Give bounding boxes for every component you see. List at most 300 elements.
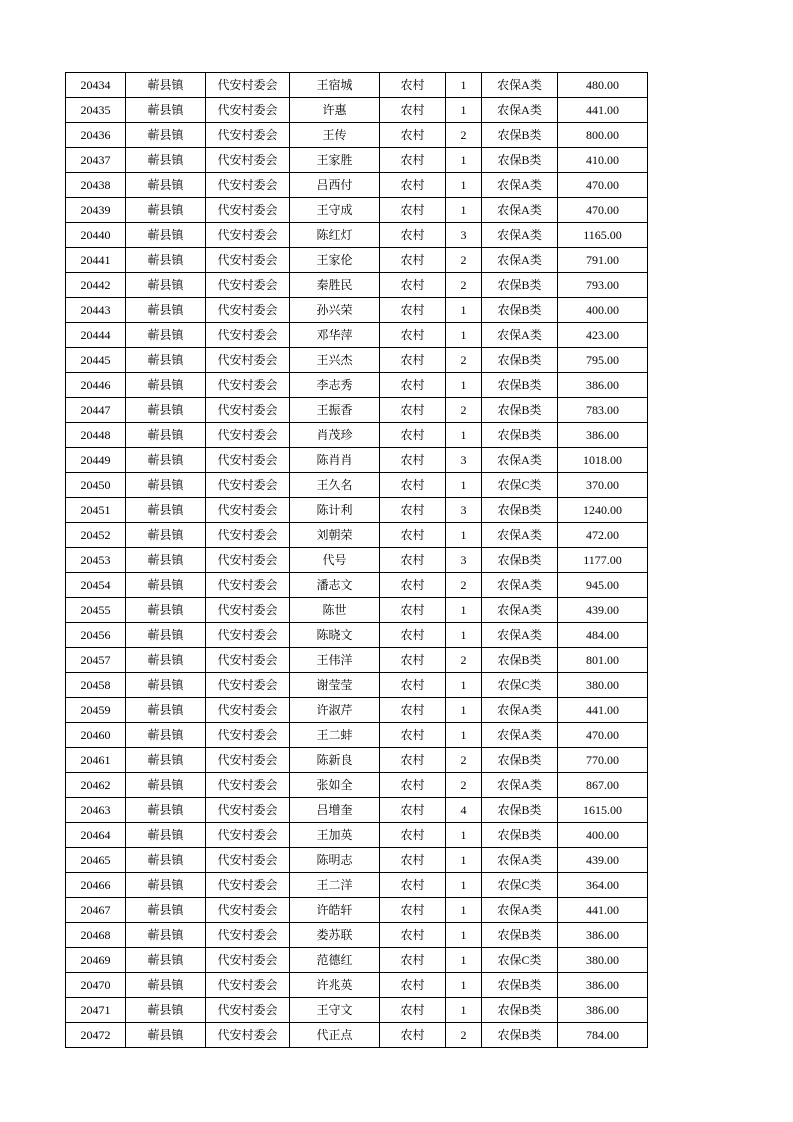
table-row xyxy=(66,648,648,673)
cell-person-name: 刘朝荣 xyxy=(290,523,380,548)
table-row xyxy=(66,773,648,798)
cell-insurance-category: 农保B类 xyxy=(482,973,558,998)
cell-person-name: 王家伦 xyxy=(290,248,380,273)
cell-amount: 1018.00 xyxy=(558,448,648,473)
cell-town: 蕲县镇 xyxy=(126,748,206,773)
cell-record-id: 20445 xyxy=(66,348,126,373)
cell-person-name: 许兆英 xyxy=(290,973,380,998)
cell-record-id: 20452 xyxy=(66,523,126,548)
cell-record-id: 20457 xyxy=(66,648,126,673)
cell-person-name: 孙兴荣 xyxy=(290,298,380,323)
cell-village-committee: 代安村委会 xyxy=(206,648,290,673)
cell-household-type: 农村 xyxy=(380,198,446,223)
cell-person-count: 1 xyxy=(446,923,482,948)
cell-household-type: 农村 xyxy=(380,173,446,198)
cell-amount: 793.00 xyxy=(558,273,648,298)
table-row xyxy=(66,698,648,723)
table-row xyxy=(66,348,648,373)
cell-record-id: 20448 xyxy=(66,423,126,448)
cell-record-id: 20467 xyxy=(66,898,126,923)
cell-person-count: 1 xyxy=(446,973,482,998)
cell-person-name: 潘志文 xyxy=(290,573,380,598)
cell-person-name: 陈新良 xyxy=(290,748,380,773)
cell-town: 蕲县镇 xyxy=(126,648,206,673)
cell-record-id: 20441 xyxy=(66,248,126,273)
cell-person-name: 许惠 xyxy=(290,98,380,123)
table-row xyxy=(66,473,648,498)
cell-insurance-category: 农保A类 xyxy=(482,898,558,923)
cell-town: 蕲县镇 xyxy=(126,323,206,348)
cell-amount: 380.00 xyxy=(558,948,648,973)
cell-village-committee: 代安村委会 xyxy=(206,98,290,123)
cell-household-type: 农村 xyxy=(380,773,446,798)
cell-town: 蕲县镇 xyxy=(126,823,206,848)
cell-person-count: 1 xyxy=(446,673,482,698)
cell-insurance-category: 农保A类 xyxy=(482,448,558,473)
cell-household-type: 农村 xyxy=(380,998,446,1023)
cell-insurance-category: 农保A类 xyxy=(482,698,558,723)
table-row xyxy=(66,898,648,923)
cell-household-type: 农村 xyxy=(380,623,446,648)
cell-insurance-category: 农保A类 xyxy=(482,623,558,648)
cell-village-committee: 代安村委会 xyxy=(206,548,290,573)
cell-village-committee: 代安村委会 xyxy=(206,973,290,998)
cell-person-count: 1 xyxy=(446,323,482,348)
table-row xyxy=(66,973,648,998)
cell-person-name: 陈红灯 xyxy=(290,223,380,248)
table-row xyxy=(66,373,648,398)
cell-amount: 386.00 xyxy=(558,373,648,398)
table-row xyxy=(66,98,648,123)
cell-amount: 801.00 xyxy=(558,648,648,673)
table-body xyxy=(66,73,648,1048)
cell-person-count: 3 xyxy=(446,448,482,473)
cell-town: 蕲县镇 xyxy=(126,848,206,873)
cell-amount: 370.00 xyxy=(558,473,648,498)
cell-household-type: 农村 xyxy=(380,548,446,573)
table-row xyxy=(66,948,648,973)
cell-town: 蕲县镇 xyxy=(126,423,206,448)
cell-person-count: 2 xyxy=(446,773,482,798)
cell-insurance-category: 农保A类 xyxy=(482,98,558,123)
cell-person-count: 1 xyxy=(446,148,482,173)
cell-person-name: 肖茂珍 xyxy=(290,423,380,448)
cell-amount: 400.00 xyxy=(558,823,648,848)
cell-record-id: 20463 xyxy=(66,798,126,823)
cell-insurance-category: 农保A类 xyxy=(482,248,558,273)
cell-household-type: 农村 xyxy=(380,823,446,848)
cell-town: 蕲县镇 xyxy=(126,273,206,298)
cell-household-type: 农村 xyxy=(380,223,446,248)
cell-village-committee: 代安村委会 xyxy=(206,573,290,598)
cell-town: 蕲县镇 xyxy=(126,498,206,523)
cell-amount: 441.00 xyxy=(558,98,648,123)
table-row xyxy=(66,623,648,648)
cell-household-type: 农村 xyxy=(380,398,446,423)
cell-record-id: 20449 xyxy=(66,448,126,473)
cell-town: 蕲县镇 xyxy=(126,1023,206,1048)
cell-household-type: 农村 xyxy=(380,273,446,298)
cell-person-name: 范德红 xyxy=(290,948,380,973)
cell-record-id: 20459 xyxy=(66,698,126,723)
cell-person-count: 1 xyxy=(446,848,482,873)
cell-insurance-category: 农保B类 xyxy=(482,498,558,523)
cell-household-type: 农村 xyxy=(380,573,446,598)
cell-household-type: 农村 xyxy=(380,748,446,773)
cell-town: 蕲县镇 xyxy=(126,123,206,148)
table-row xyxy=(66,223,648,248)
cell-person-count: 1 xyxy=(446,898,482,923)
cell-town: 蕲县镇 xyxy=(126,248,206,273)
cell-person-name: 代正点 xyxy=(290,1023,380,1048)
cell-insurance-category: 农保B类 xyxy=(482,348,558,373)
cell-insurance-category: 农保B类 xyxy=(482,748,558,773)
table-row xyxy=(66,323,648,348)
cell-person-name: 秦胜民 xyxy=(290,273,380,298)
cell-record-id: 20468 xyxy=(66,923,126,948)
cell-amount: 441.00 xyxy=(558,698,648,723)
cell-amount: 386.00 xyxy=(558,973,648,998)
cell-village-committee: 代安村委会 xyxy=(206,673,290,698)
table-row xyxy=(66,173,648,198)
cell-household-type: 农村 xyxy=(380,1023,446,1048)
cell-record-id: 20440 xyxy=(66,223,126,248)
cell-person-count: 1 xyxy=(446,298,482,323)
cell-village-committee: 代安村委会 xyxy=(206,798,290,823)
cell-record-id: 20453 xyxy=(66,548,126,573)
cell-insurance-category: 农保B类 xyxy=(482,648,558,673)
cell-person-name: 王宿城 xyxy=(290,73,380,98)
cell-amount: 400.00 xyxy=(558,298,648,323)
table-row xyxy=(66,148,648,173)
cell-record-id: 20456 xyxy=(66,623,126,648)
cell-household-type: 农村 xyxy=(380,523,446,548)
cell-village-committee: 代安村委会 xyxy=(206,323,290,348)
cell-village-committee: 代安村委会 xyxy=(206,73,290,98)
cell-insurance-category: 农保B类 xyxy=(482,148,558,173)
cell-town: 蕲县镇 xyxy=(126,448,206,473)
table-row xyxy=(66,723,648,748)
cell-person-count: 4 xyxy=(446,798,482,823)
cell-person-name: 王二洋 xyxy=(290,873,380,898)
cell-household-type: 农村 xyxy=(380,848,446,873)
cell-insurance-category: 农保B类 xyxy=(482,823,558,848)
cell-household-type: 农村 xyxy=(380,148,446,173)
cell-household-type: 农村 xyxy=(380,948,446,973)
cell-person-name: 王二蚌 xyxy=(290,723,380,748)
cell-person-name: 陈肖肖 xyxy=(290,448,380,473)
cell-household-type: 农村 xyxy=(380,298,446,323)
cell-insurance-category: 农保B类 xyxy=(482,373,558,398)
cell-person-count: 2 xyxy=(446,248,482,273)
cell-village-committee: 代安村委会 xyxy=(206,448,290,473)
cell-person-name: 陈计利 xyxy=(290,498,380,523)
cell-insurance-category: 农保C类 xyxy=(482,673,558,698)
cell-record-id: 20469 xyxy=(66,948,126,973)
cell-amount: 484.00 xyxy=(558,623,648,648)
cell-person-count: 1 xyxy=(446,873,482,898)
cell-person-name: 吕增奎 xyxy=(290,798,380,823)
cell-village-committee: 代安村委会 xyxy=(206,623,290,648)
cell-village-committee: 代安村委会 xyxy=(206,273,290,298)
table-row xyxy=(66,673,648,698)
cell-record-id: 20458 xyxy=(66,673,126,698)
cell-household-type: 农村 xyxy=(380,798,446,823)
cell-village-committee: 代安村委会 xyxy=(206,998,290,1023)
cell-insurance-category: 农保A类 xyxy=(482,198,558,223)
cell-household-type: 农村 xyxy=(380,348,446,373)
cell-household-type: 农村 xyxy=(380,423,446,448)
cell-person-count: 3 xyxy=(446,223,482,248)
cell-village-committee: 代安村委会 xyxy=(206,423,290,448)
cell-village-committee: 代安村委会 xyxy=(206,848,290,873)
cell-village-committee: 代安村委会 xyxy=(206,298,290,323)
cell-insurance-category: 农保A类 xyxy=(482,723,558,748)
cell-household-type: 农村 xyxy=(380,248,446,273)
cell-person-count: 1 xyxy=(446,423,482,448)
cell-household-type: 农村 xyxy=(380,923,446,948)
cell-village-committee: 代安村委会 xyxy=(206,948,290,973)
cell-person-count: 1 xyxy=(446,523,482,548)
cell-household-type: 农村 xyxy=(380,973,446,998)
cell-insurance-category: 农保B类 xyxy=(482,398,558,423)
cell-record-id: 20465 xyxy=(66,848,126,873)
cell-person-name: 王家胜 xyxy=(290,148,380,173)
cell-person-count: 2 xyxy=(446,398,482,423)
cell-insurance-category: 农保B类 xyxy=(482,998,558,1023)
cell-village-committee: 代安村委会 xyxy=(206,148,290,173)
cell-amount: 441.00 xyxy=(558,898,648,923)
cell-record-id: 20450 xyxy=(66,473,126,498)
cell-insurance-category: 农保C类 xyxy=(482,873,558,898)
cell-person-name: 陈明志 xyxy=(290,848,380,873)
cell-amount: 472.00 xyxy=(558,523,648,548)
cell-amount: 386.00 xyxy=(558,923,648,948)
table-row xyxy=(66,273,648,298)
cell-person-name: 王传 xyxy=(290,123,380,148)
cell-person-name: 谢莹莹 xyxy=(290,673,380,698)
cell-person-name: 许皓轩 xyxy=(290,898,380,923)
cell-household-type: 农村 xyxy=(380,898,446,923)
cell-record-id: 20435 xyxy=(66,98,126,123)
cell-village-committee: 代安村委会 xyxy=(206,473,290,498)
cell-insurance-category: 农保B类 xyxy=(482,548,558,573)
cell-town: 蕲县镇 xyxy=(126,373,206,398)
cell-amount: 770.00 xyxy=(558,748,648,773)
cell-amount: 364.00 xyxy=(558,873,648,898)
table-row xyxy=(66,198,648,223)
cell-town: 蕲县镇 xyxy=(126,623,206,648)
cell-record-id: 20472 xyxy=(66,1023,126,1048)
cell-record-id: 20444 xyxy=(66,323,126,348)
cell-record-id: 20470 xyxy=(66,973,126,998)
cell-village-committee: 代安村委会 xyxy=(206,498,290,523)
cell-person-count: 1 xyxy=(446,73,482,98)
cell-insurance-category: 农保B类 xyxy=(482,1023,558,1048)
cell-insurance-category: 农保B类 xyxy=(482,423,558,448)
cell-town: 蕲县镇 xyxy=(126,773,206,798)
cell-town: 蕲县镇 xyxy=(126,673,206,698)
cell-household-type: 农村 xyxy=(380,323,446,348)
cell-person-count: 1 xyxy=(446,173,482,198)
cell-village-committee: 代安村委会 xyxy=(206,698,290,723)
cell-village-committee: 代安村委会 xyxy=(206,373,290,398)
cell-insurance-category: 农保A类 xyxy=(482,523,558,548)
cell-amount: 386.00 xyxy=(558,998,648,1023)
cell-insurance-category: 农保C类 xyxy=(482,948,558,973)
cell-person-name: 邓华萍 xyxy=(290,323,380,348)
cell-person-name: 李志秀 xyxy=(290,373,380,398)
cell-household-type: 农村 xyxy=(380,698,446,723)
cell-insurance-category: 农保A类 xyxy=(482,223,558,248)
cell-person-count: 2 xyxy=(446,1023,482,1048)
cell-record-id: 20434 xyxy=(66,73,126,98)
cell-town: 蕲县镇 xyxy=(126,948,206,973)
cell-record-id: 20461 xyxy=(66,748,126,773)
cell-amount: 439.00 xyxy=(558,598,648,623)
cell-insurance-category: 农保B类 xyxy=(482,298,558,323)
cell-record-id: 20454 xyxy=(66,573,126,598)
cell-village-committee: 代安村委会 xyxy=(206,173,290,198)
table-row xyxy=(66,548,648,573)
cell-person-name: 吕西付 xyxy=(290,173,380,198)
cell-amount: 1177.00 xyxy=(558,548,648,573)
cell-town: 蕲县镇 xyxy=(126,523,206,548)
table-row xyxy=(66,573,648,598)
cell-person-name: 许淑芹 xyxy=(290,698,380,723)
cell-town: 蕲县镇 xyxy=(126,398,206,423)
table-row xyxy=(66,823,648,848)
cell-household-type: 农村 xyxy=(380,373,446,398)
table-row xyxy=(66,448,648,473)
cell-town: 蕲县镇 xyxy=(126,98,206,123)
table-row xyxy=(66,998,648,1023)
cell-person-count: 1 xyxy=(446,623,482,648)
cell-person-count: 1 xyxy=(446,948,482,973)
cell-village-committee: 代安村委会 xyxy=(206,823,290,848)
table-row xyxy=(66,798,648,823)
cell-person-count: 3 xyxy=(446,498,482,523)
cell-person-count: 1 xyxy=(446,198,482,223)
cell-record-id: 20455 xyxy=(66,598,126,623)
cell-town: 蕲县镇 xyxy=(126,198,206,223)
cell-insurance-category: 农保A类 xyxy=(482,848,558,873)
table-row xyxy=(66,598,648,623)
cell-insurance-category: 农保A类 xyxy=(482,173,558,198)
cell-amount: 795.00 xyxy=(558,348,648,373)
cell-village-committee: 代安村委会 xyxy=(206,348,290,373)
table-row xyxy=(66,423,648,448)
cell-town: 蕲县镇 xyxy=(126,723,206,748)
cell-person-count: 1 xyxy=(446,723,482,748)
cell-town: 蕲县镇 xyxy=(126,223,206,248)
cell-village-committee: 代安村委会 xyxy=(206,198,290,223)
cell-town: 蕲县镇 xyxy=(126,148,206,173)
cell-person-count: 1 xyxy=(446,473,482,498)
cell-insurance-category: 农保C类 xyxy=(482,473,558,498)
cell-amount: 1165.00 xyxy=(558,223,648,248)
cell-household-type: 农村 xyxy=(380,723,446,748)
cell-household-type: 农村 xyxy=(380,73,446,98)
cell-amount: 791.00 xyxy=(558,248,648,273)
cell-person-name: 陈世 xyxy=(290,598,380,623)
cell-insurance-category: 农保B类 xyxy=(482,923,558,948)
cell-town: 蕲县镇 xyxy=(126,548,206,573)
cell-person-name: 代号 xyxy=(290,548,380,573)
cell-person-name: 王守成 xyxy=(290,198,380,223)
cell-record-id: 20462 xyxy=(66,773,126,798)
cell-amount: 945.00 xyxy=(558,573,648,598)
cell-person-name: 王伟洋 xyxy=(290,648,380,673)
cell-village-committee: 代安村委会 xyxy=(206,723,290,748)
cell-person-count: 2 xyxy=(446,348,482,373)
cell-village-committee: 代安村委会 xyxy=(206,248,290,273)
cell-insurance-category: 农保A类 xyxy=(482,573,558,598)
cell-town: 蕲县镇 xyxy=(126,698,206,723)
table-row xyxy=(66,73,648,98)
cell-record-id: 20464 xyxy=(66,823,126,848)
cell-amount: 470.00 xyxy=(558,173,648,198)
cell-town: 蕲县镇 xyxy=(126,998,206,1023)
cell-village-committee: 代安村委会 xyxy=(206,398,290,423)
cell-person-name: 王加英 xyxy=(290,823,380,848)
cell-record-id: 20471 xyxy=(66,998,126,1023)
cell-town: 蕲县镇 xyxy=(126,598,206,623)
table-row xyxy=(66,873,648,898)
cell-village-committee: 代安村委会 xyxy=(206,598,290,623)
cell-person-count: 1 xyxy=(446,373,482,398)
cell-record-id: 20436 xyxy=(66,123,126,148)
cell-amount: 423.00 xyxy=(558,323,648,348)
cell-amount: 1240.00 xyxy=(558,498,648,523)
cell-person-count: 3 xyxy=(446,548,482,573)
cell-village-committee: 代安村委会 xyxy=(206,898,290,923)
cell-town: 蕲县镇 xyxy=(126,348,206,373)
cell-town: 蕲县镇 xyxy=(126,973,206,998)
cell-record-id: 20447 xyxy=(66,398,126,423)
cell-town: 蕲县镇 xyxy=(126,473,206,498)
cell-person-count: 2 xyxy=(446,748,482,773)
cell-household-type: 农村 xyxy=(380,673,446,698)
cell-person-count: 2 xyxy=(446,123,482,148)
cell-insurance-category: 农保A类 xyxy=(482,598,558,623)
cell-record-id: 20451 xyxy=(66,498,126,523)
cell-person-name: 王振香 xyxy=(290,398,380,423)
cell-village-committee: 代安村委会 xyxy=(206,523,290,548)
cell-insurance-category: 农保A类 xyxy=(482,73,558,98)
cell-village-committee: 代安村委会 xyxy=(206,748,290,773)
cell-amount: 386.00 xyxy=(558,423,648,448)
cell-insurance-category: 农保A类 xyxy=(482,323,558,348)
table-row xyxy=(66,748,648,773)
cell-village-committee: 代安村委会 xyxy=(206,1023,290,1048)
cell-town: 蕲县镇 xyxy=(126,873,206,898)
cell-person-count: 1 xyxy=(446,998,482,1023)
table-row xyxy=(66,498,648,523)
cell-amount: 439.00 xyxy=(558,848,648,873)
benefits-table xyxy=(65,72,648,1048)
cell-amount: 470.00 xyxy=(558,198,648,223)
cell-person-name: 陈晓文 xyxy=(290,623,380,648)
cell-village-committee: 代安村委会 xyxy=(206,223,290,248)
cell-insurance-category: 农保A类 xyxy=(482,773,558,798)
cell-village-committee: 代安村委会 xyxy=(206,923,290,948)
table-row xyxy=(66,848,648,873)
cell-person-name: 王久名 xyxy=(290,473,380,498)
cell-village-committee: 代安村委会 xyxy=(206,873,290,898)
cell-person-name: 张如全 xyxy=(290,773,380,798)
cell-town: 蕲县镇 xyxy=(126,923,206,948)
